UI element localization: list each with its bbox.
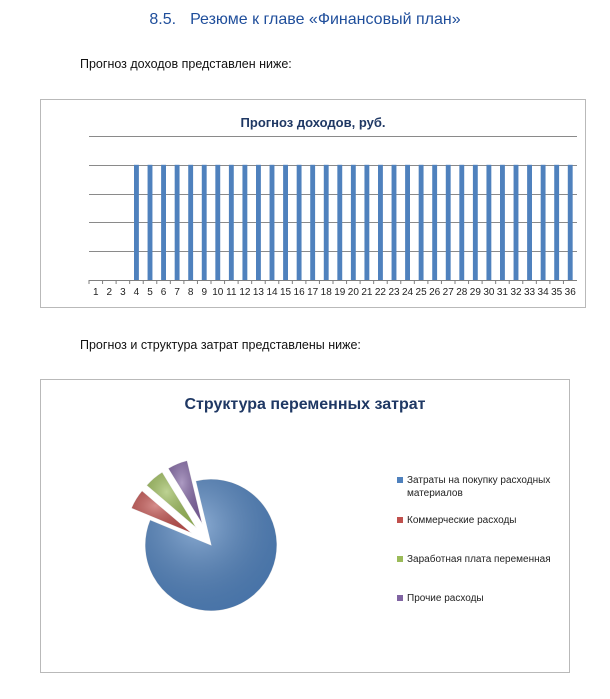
x-tick-label: 1: [92, 287, 99, 298]
x-tick-label: 18: [320, 287, 332, 298]
revenue-bar: [283, 165, 288, 280]
section-heading: [0, 11, 610, 29]
revenue-bar: [541, 165, 546, 280]
x-tick-label: 3: [120, 287, 126, 298]
legend-label: Затраты на покупку расходных материалов: [407, 475, 551, 499]
x-tick-label: 2: [106, 287, 113, 298]
x-tick-label: 25: [415, 287, 427, 298]
x-tick-label: 14: [266, 287, 278, 298]
revenue-bar: [378, 165, 383, 280]
revenue-bar: [392, 165, 397, 280]
revenue-bar: [405, 165, 410, 280]
revenue-bar: [446, 165, 451, 280]
x-tick-label: 28: [456, 287, 468, 298]
revenue-chart: [40, 99, 586, 308]
revenue-bar: [215, 165, 220, 280]
revenue-bar: [514, 165, 519, 280]
x-tick-label: 27: [442, 287, 454, 298]
x-tick-label: 31: [496, 287, 509, 298]
x-tick-label: 5: [147, 287, 153, 298]
revenue-bar: [270, 165, 275, 280]
revenue-bar: [256, 165, 261, 280]
x-tick-label: 11: [226, 287, 237, 298]
revenue-bar: [310, 165, 315, 280]
revenue-bar: [500, 165, 505, 280]
legend-item: [397, 514, 572, 527]
x-tick-label: 35: [551, 287, 563, 298]
x-tick-label: 10: [212, 287, 224, 298]
legend-item: [397, 592, 572, 605]
revenue-bar: [364, 165, 369, 280]
revenue-bar: [148, 165, 153, 280]
x-tick-label: 16: [293, 287, 305, 298]
x-tick-label: 19: [334, 287, 346, 298]
x-tick-label: 32: [510, 287, 522, 298]
legend-label: Прочие расходы: [407, 593, 484, 604]
revenue-intro-text: Прогноз доходов представлен ниже:: [80, 57, 292, 71]
costs-intro-text: Прогноз и структура затрат представлены ниже:: [80, 338, 361, 352]
x-tick-label: 26: [429, 287, 441, 298]
revenue-bar: [134, 165, 139, 280]
x-tick-label: 6: [160, 287, 167, 298]
section-number: 8.5.: [149, 11, 177, 28]
legend-swatch: [397, 556, 403, 562]
revenue-bar: [202, 165, 207, 280]
section-title: Резюме к главе «Финансовый план»: [190, 11, 461, 28]
revenue-chart-title: Прогноз доходов, руб.: [240, 115, 386, 130]
legend-item: [397, 553, 572, 566]
x-tick-label: 7: [174, 287, 180, 298]
legend-swatch: [397, 517, 403, 523]
x-tick-label: 21: [361, 287, 373, 298]
revenue-bar: [161, 165, 166, 280]
revenue-bar: [419, 165, 424, 280]
revenue-bar: [337, 165, 342, 280]
revenue-bar: [297, 165, 302, 280]
cost-structure-chart: [40, 379, 570, 673]
x-tick-label: 13: [252, 287, 265, 298]
revenue-bar: [486, 165, 491, 280]
x-tick-label: 29: [469, 287, 481, 298]
x-tick-label: 34: [537, 287, 549, 298]
legend-item: [397, 474, 572, 500]
revenue-bar: [324, 165, 329, 280]
x-tick-label: 12: [239, 287, 251, 298]
legend-label: Заработная плата переменная: [407, 554, 551, 565]
revenue-chart-svg: [41, 100, 585, 307]
revenue-bar: [188, 165, 193, 280]
revenue-bar: [554, 165, 559, 280]
x-tick-label: 22: [374, 287, 387, 298]
revenue-bar: [527, 165, 532, 280]
x-tick-label: 4: [133, 287, 140, 298]
x-tick-label: 23: [388, 287, 400, 298]
revenue-bar: [175, 165, 180, 280]
x-tick-label: 8: [187, 287, 194, 298]
legend-label: Коммерческие расходы: [407, 515, 517, 526]
cost-structure-chart-title: Структура переменных затрат: [184, 396, 426, 413]
revenue-bar: [459, 165, 464, 280]
x-tick-label: 33: [523, 287, 536, 298]
x-tick-label: 30: [483, 287, 495, 298]
legend-swatch: [397, 595, 403, 601]
revenue-bar: [568, 165, 573, 280]
revenue-bar: [351, 165, 356, 280]
legend-swatch: [397, 477, 403, 483]
x-tick-label: 20: [347, 287, 359, 298]
revenue-bar: [432, 165, 437, 280]
x-tick-label: 17: [307, 287, 319, 298]
revenue-bar: [473, 165, 478, 280]
x-tick-label: 24: [401, 287, 414, 298]
revenue-bar: [229, 165, 234, 280]
x-tick-label: 36: [564, 287, 576, 298]
x-tick-label: 15: [279, 287, 292, 298]
revenue-bar: [242, 165, 247, 280]
x-tick-label: 9: [201, 287, 208, 298]
